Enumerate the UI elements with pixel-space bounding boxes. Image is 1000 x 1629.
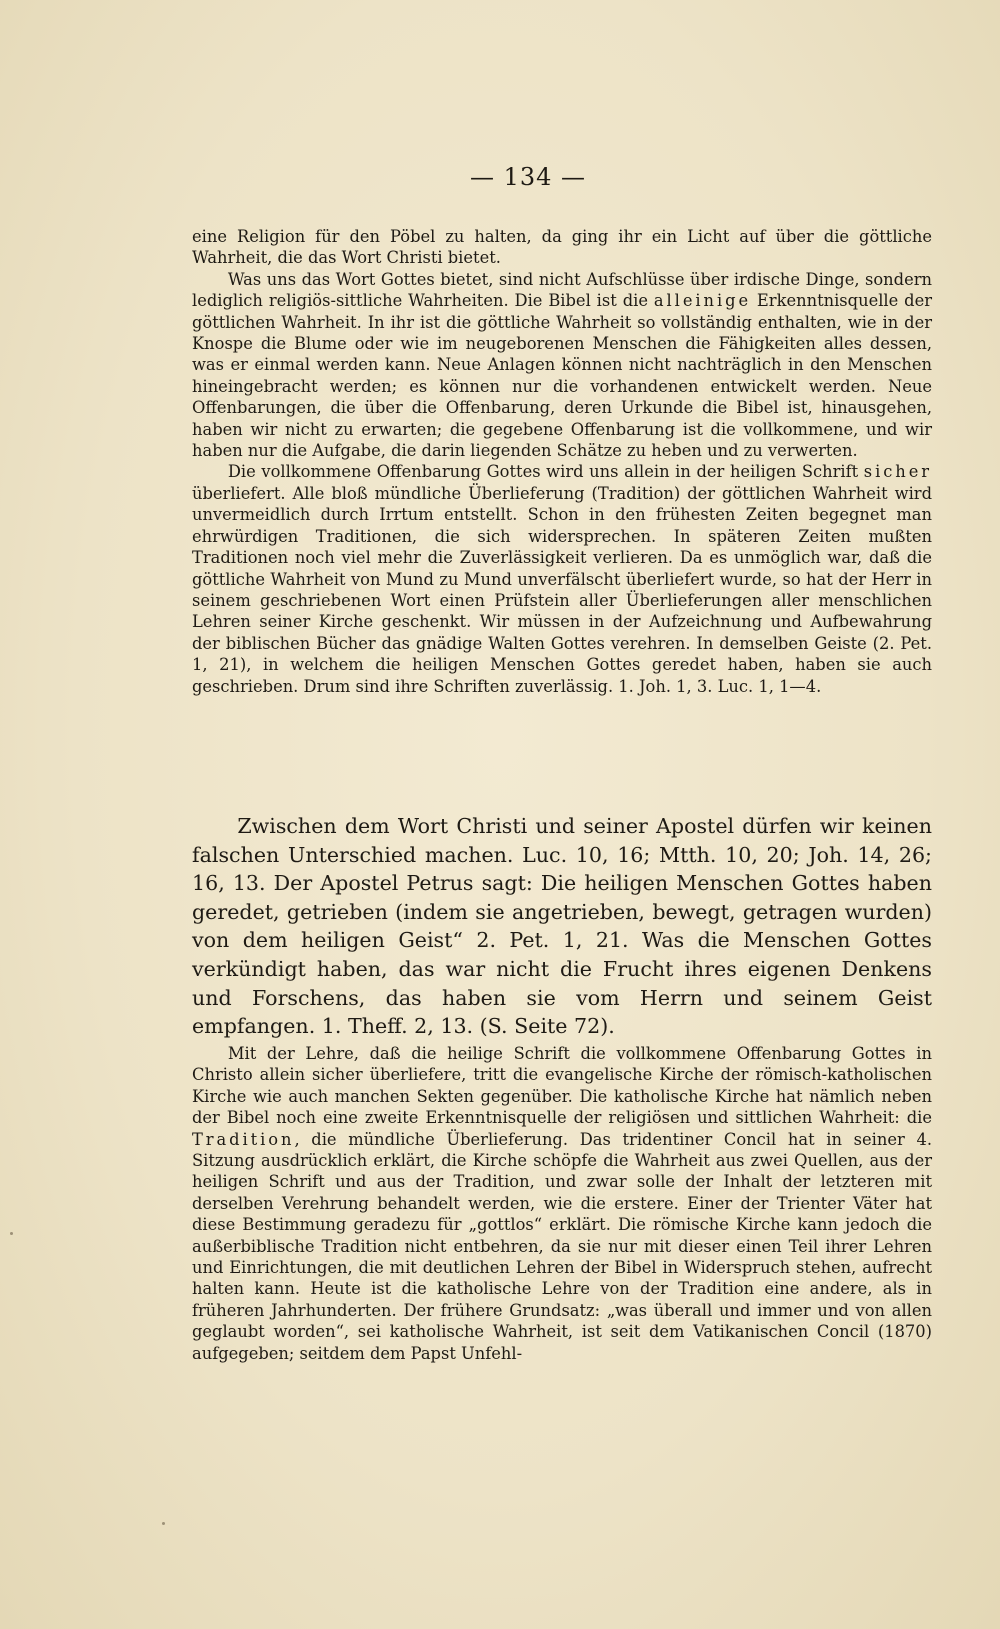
text-block-upper — [192, 226, 932, 697]
paragraph-text: , die mündliche Überlieferung. Das tridentiner Concil hat in seiner 4. Sitzung ausdrücklich erklärt, die Kirche schöpfe die Wahrheit aus zwei Quellen, aus der heiligen Schrift und aus der Tradition, und zwar solle der Inhalt der letzteren mit derselben Verehrung behandelt werden, wie die erstere. Einer der Trienter Väter hat diese Bestimmung geradezu für „gottlos“ erklärt. Die römische Kirche kann jedoch die außerbiblische Tradition nicht entbehren, da sie nur mit dieser einen Teil ihrer Lehren und Einrichtungen, die mit deutlichen Lehren der Bibel in Widerspruch stehen, aufrecht halten kann. Heute ist die katholische Lehre von der Tradition eine andere, als in früheren Jahrhunderten. Der frühere Grundsatz: „was überall und immer und von allen geglaubt worden“, sei katholische Wahrheit, ist seit dem Vatikanischen Concil (1870) aufgegeben; seitdem dem Papst Unfehl- — [192, 1129, 932, 1363]
paragraph-text: Erkenntnisquelle der göttlichen Wahrheit. In ihr ist die göttliche Wahrheit so vollständig enthalten, wie in der Knospe die Blume oder wie im neugeborenen Menschen die Fähigkeiten alles dessen, was er einmal werden kann. Neue Anlagen können nicht nachträglich in den Menschen hineingebracht werden; es können nur die vorhandenen entwickelt werden. Neue Offenbarungen, die über die Offenbarung, deren Urkunde die Bibel ist, hinausgehen, haben wir nicht zu erwarten; die gegebene Offenbarung ist die vollkommene, und wir haben nur die Aufgabe, die darin liegenden Schätze zu heben und zu verwerten. — [192, 291, 933, 461]
emphasized-word: sicher — [863, 462, 932, 482]
paragraph-scripture-tradition — [192, 461, 932, 696]
paper-speck — [10, 1232, 13, 1235]
paragraph-text: Was uns das Wort Gottes bietet, sind nicht Aufschlüsse über irdische Dinge, sondern lediglich religiös-sittliche Wahrheiten. Die Bibel ist die — [192, 269, 932, 311]
paragraph-continuation: eine Religion für den Pöbel zu halten, da ging ihr ein Licht auf über die göttliche Wahrheit, die das Wort Christi bietet. — [192, 227, 932, 268]
paragraph-catholic-tradition — [192, 1043, 932, 1364]
text-block-large-print — [192, 812, 932, 1041]
paragraph-text: überliefert. Alle bloß mündliche Überlieferung (Tradition) der göttlichen Wahrheit wird unvermeidlich durch Irrtum entstellt. Schon in den frühesten Zeiten begegnet man ehrwürdigen Traditionen, die sich widersprechen. In späteren Zeiten mußten Traditionen noch viel mehr die Zuverlässigkeit verlieren. Da es unmöglich war, daß die göttliche Wahrheit von Mund zu Mund unverfälscht überliefert wurde, so hat der Herr in seinem geschriebenen Wort einen Prüfstein aller Überlieferungen aller menschlichen Lehren seiner Kirche geschenkt. Wir müssen in der Aufzeichnung und Aufbewahrung der biblischen Bücher das gnädige Walten Gottes verehren. In demselben Geiste (2. Pet. 1, 21), in welchem die heiligen Menschen Gottes geredet haben, haben sie auch geschrieben. Drum sind ihre Schriften zuverlässig. 1. Joh. 1, 3. Luc. 1, 1—4. — [192, 483, 932, 696]
paper-speck — [162, 1522, 165, 1525]
paragraph-text: Mit der Lehre, daß die heilige Schrift die vollkommene Offenbarung Gottes in Christo allein sicher überliefere, tritt die evangelische Kirche der römisch-katholischen Kirche wie auch manchen Sekten gegenüber. Die katholische Kirche hat nämlich neben der Bibel noch eine zweite Erkenntnisquelle der religiösen und sittlichen Wahrheit: die — [192, 1044, 932, 1128]
page-number: — 134 — — [469, 163, 587, 191]
emphasized-word: alleinige — [653, 291, 752, 311]
paragraph-text: Die vollkommene Offenbarung Gottes wird uns allein in der heiligen Schrift — [227, 462, 864, 482]
paragraph-word-of-god — [192, 269, 932, 462]
emphasized-word: Tradition — [192, 1129, 295, 1149]
text-block-lower — [192, 1043, 932, 1364]
paragraph-apostles: Zwischen dem Wort Christi und seiner Apostel dürfen wir keinen falschen Unterschied machen. Luc. 10, 16; Mtth. 10, 20; Joh. 14, 26; 16, 13. Der Apostel Petrus sagt: Die heiligen Menschen Gottes haben geredet, getrieben (indem sie angetrieben, bewegt, getragen wurden) von dem heiligen Geist“ 2. Pet. 1, 21. Was die Menschen Gottes verkündigt haben, das war nicht die Frucht ihres eigenen Denkens und Forschens, das haben sie vom Herrn und seinem Geist empfangen. 1. Theff. 2, 13. (S. Seite 72). — [192, 814, 932, 1039]
